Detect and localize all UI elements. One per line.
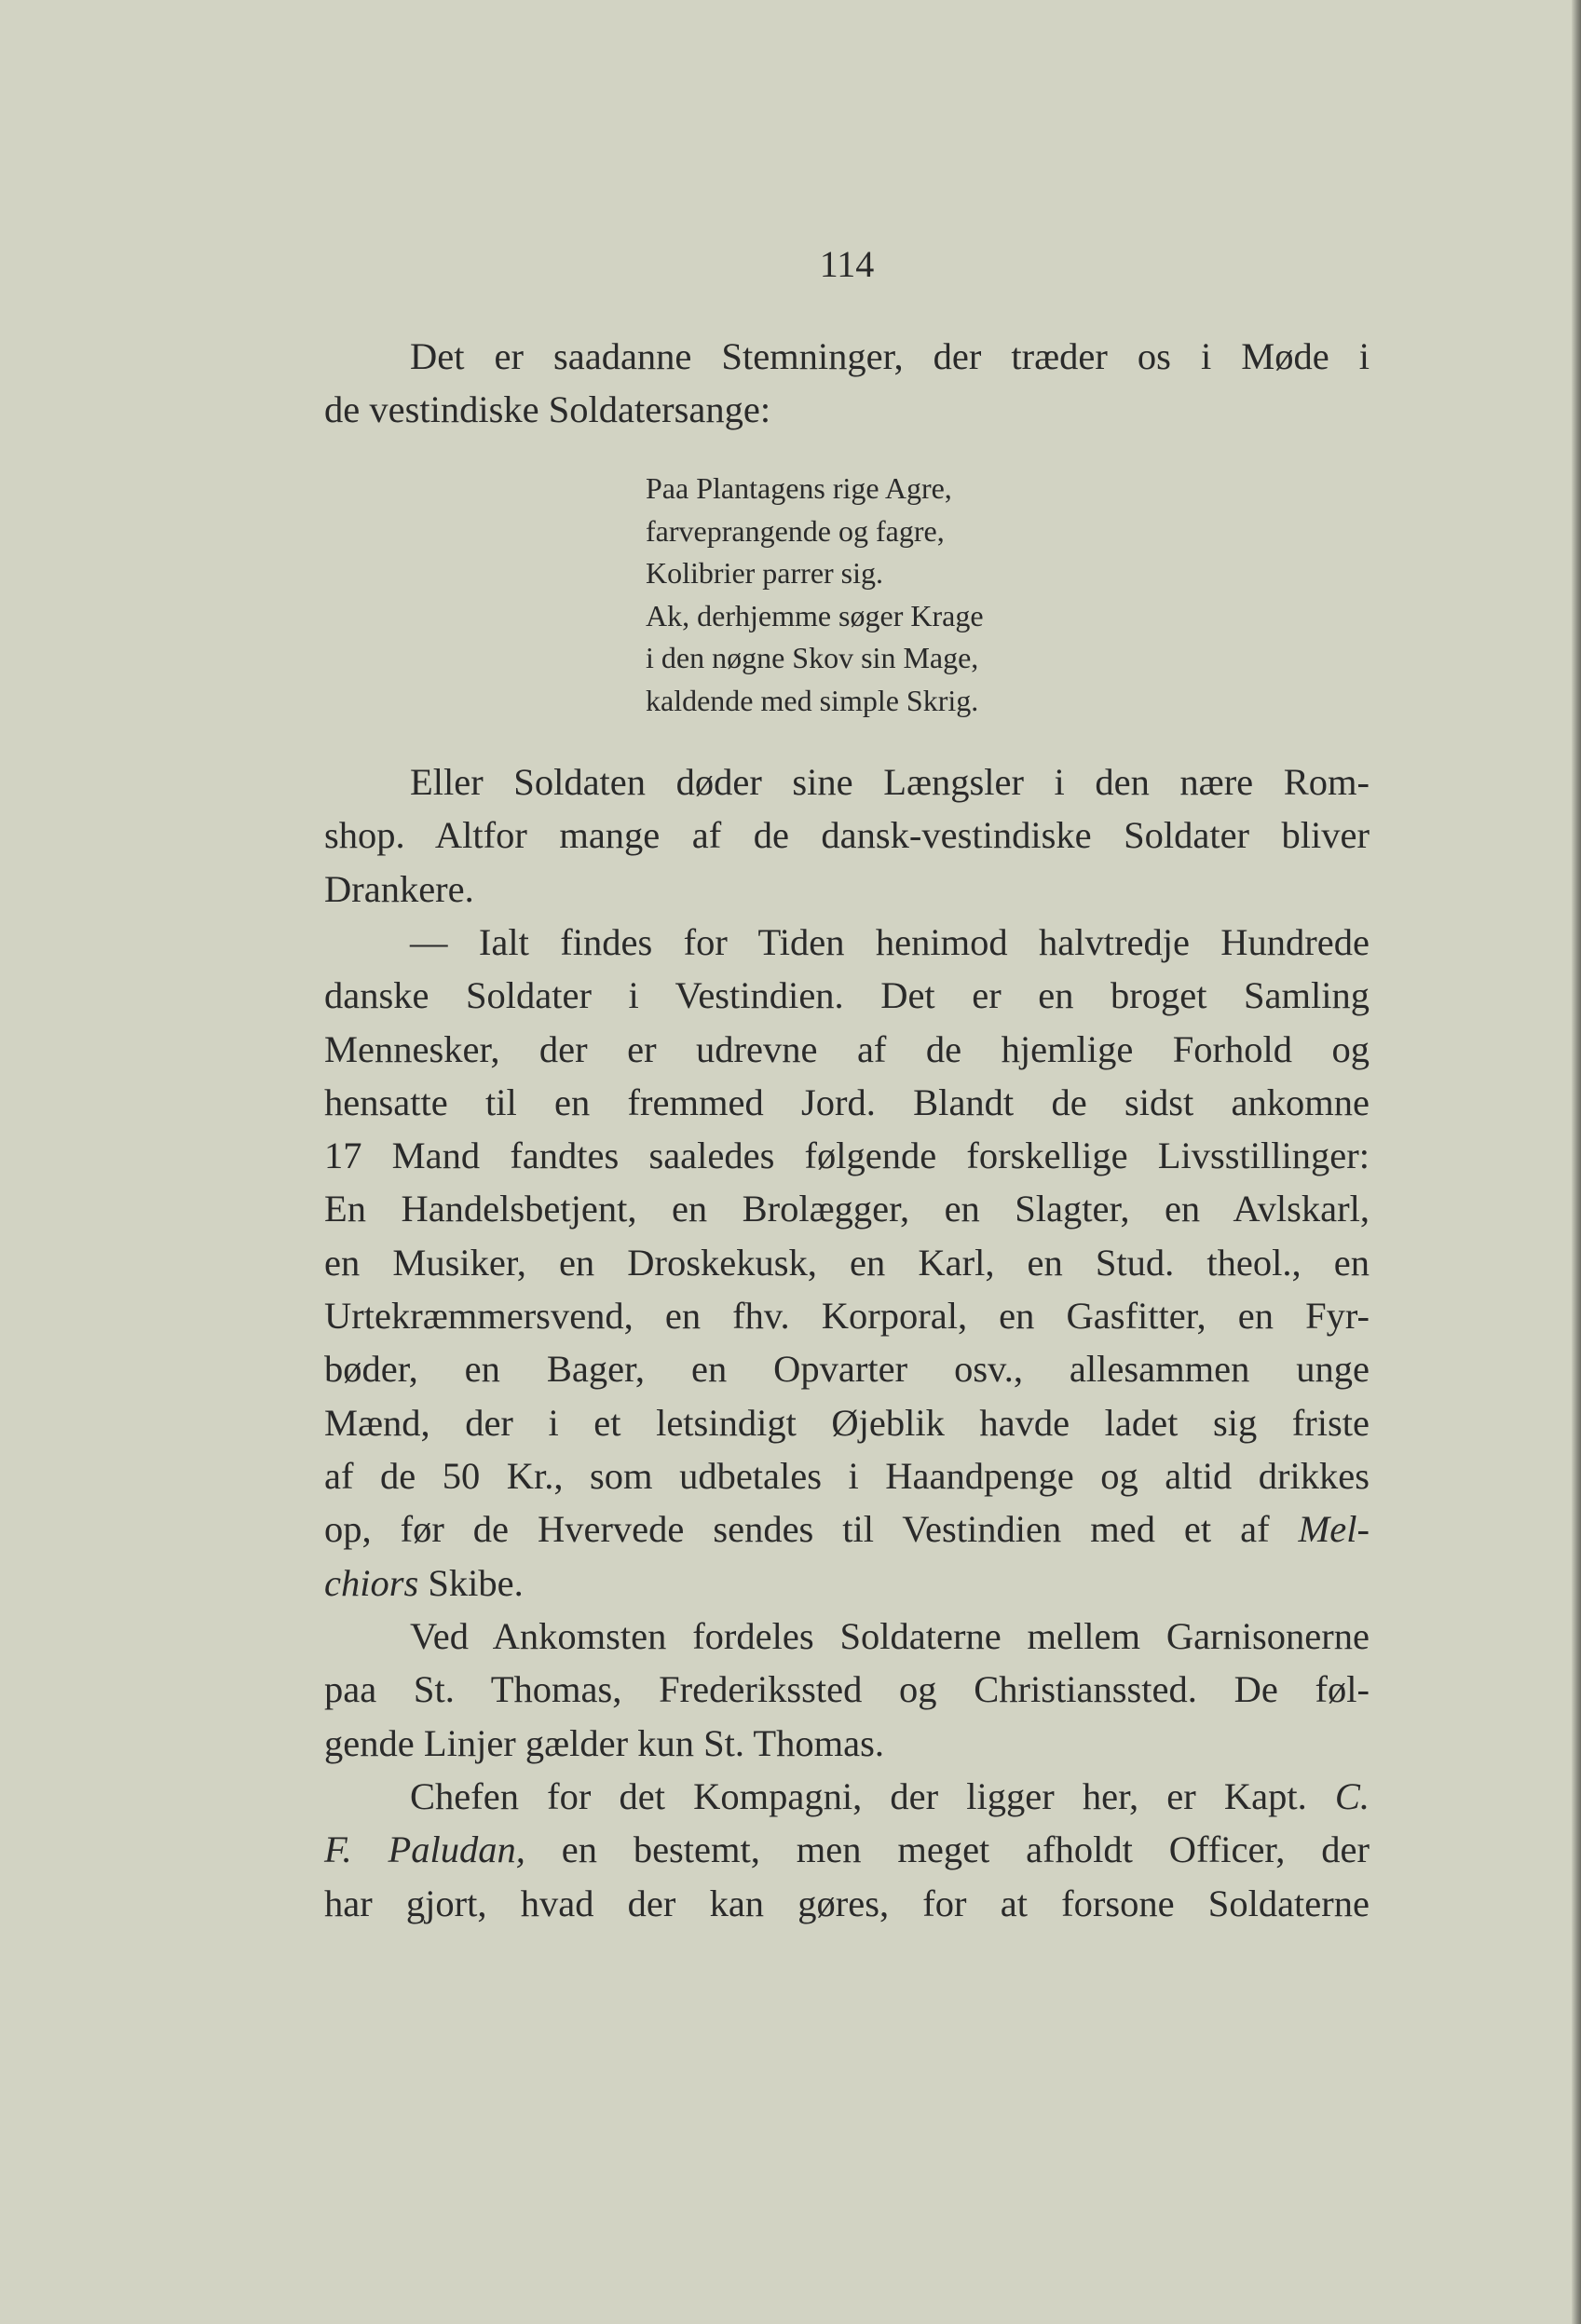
poem-line-4: Ak, derhjemme søger Krage xyxy=(646,598,984,632)
poem-verse xyxy=(646,468,984,722)
page-edge-shadow xyxy=(1572,0,1581,2324)
para3-line-5: 17 Mand fandtes saaledes følgende forskellige Livsstillinger: xyxy=(324,1135,1370,1177)
para3-line-9: bøder, en Bager, en Opvarter osv., allesammen unge xyxy=(324,1348,1370,1391)
para3-line-12 xyxy=(324,1502,1370,1556)
para5-line-3: har gjort, hvad der kan gøres, for at forsone Soldaterne xyxy=(324,1882,1370,1924)
para4-line-2: paa St. Thomas, Frederikssted og Christianssted. De føl- xyxy=(324,1668,1370,1711)
paragraph-soldiers xyxy=(324,916,1370,1610)
page-number: 114 xyxy=(819,243,875,285)
intro-line-2: de vestindiske Soldatersange: xyxy=(324,388,771,431)
poem-line-2: farveprangende og fagre, xyxy=(646,513,945,548)
para3-line-1: — Ialt findes for Tiden henimod halvtredje Hundrede xyxy=(410,921,1370,963)
intro-line-1: Det er saadanne Stemninger, der træder os i Møde i xyxy=(410,335,1370,377)
para5-line-1 xyxy=(324,1770,1370,1823)
para2-line-2: shop. Altfor mange af de dansk-vestindiske Soldater bliver xyxy=(324,814,1370,857)
ship-owner-name-part1: Mel- xyxy=(1298,1508,1370,1551)
officer-initial-c: C. xyxy=(1334,1775,1370,1817)
officer-name: F. Paludan, xyxy=(324,1828,525,1871)
para3-line-8: Urtekræmmersvend, en fhv. Korporal, en Gasfitter, en Fyr- xyxy=(324,1295,1370,1338)
para3-line-2: danske Soldater i Vestindien. Det er en broget Samling xyxy=(324,974,1370,1017)
ship-owner-name-part2: chiors xyxy=(324,1561,419,1604)
para5-line-2 xyxy=(324,1823,1370,1876)
poem-line-3: Kolibrier parrer sig. xyxy=(646,556,884,590)
paragraph-garrisons xyxy=(324,1610,1370,1770)
para4-line-1: Ved Ankomsten fordeles Soldaterne mellem Garnisonerne xyxy=(410,1615,1370,1657)
para4-line-3: gende Linjer gælder kun St. Thomas. xyxy=(324,1721,885,1764)
poem-line-1: Paa Plantagens rige Agre, xyxy=(646,471,952,505)
para3-line-13 xyxy=(324,1556,1370,1610)
paragraph-romshop xyxy=(324,755,1370,916)
para2-line-3: Drankere. xyxy=(324,867,474,910)
paragraph-chief xyxy=(324,1770,1370,1930)
para3-line-10: Mænd, der i et letsindigt Øjeblik havde ladet sig friste xyxy=(324,1401,1370,1444)
para3-line-3: Mennesker, der er udrevne af de hjemlige Forhold og xyxy=(324,1027,1370,1070)
para2-line-1: Eller Soldaten døder sine Længsler i den nære Rom- xyxy=(410,761,1370,803)
para3-line-6: En Handelsbetjent, en Brolægger, en Slagter, en Avlskarl, xyxy=(324,1188,1370,1230)
para3-line-13-text: Skibe. xyxy=(428,1561,524,1604)
para5-line-2-text: en bestemt, men meget afholdt Officer, der xyxy=(561,1828,1370,1871)
para3-line-7: en Musiker, en Droskekusk, en Karl, en Stud. theol., en xyxy=(324,1241,1370,1284)
para3-line-11: af de 50 Kr., som udbetales i Haandpenge og altid drikkes xyxy=(324,1454,1370,1497)
para5-line-1-text: Chefen for det Kompagni, der ligger her, er Kapt. xyxy=(410,1775,1307,1817)
para3-line-12-text: op, før de Hvervede sendes til Vestindien med et af xyxy=(324,1508,1270,1551)
poem-line-5: i den nøgne Skov sin Mage, xyxy=(646,641,979,674)
intro-paragraph xyxy=(324,330,1370,437)
para3-line-4: hensatte til en fremmed Jord. Blandt de sidst ankomne xyxy=(324,1080,1370,1123)
poem-line-6: kaldende med simple Skrig. xyxy=(646,683,979,717)
